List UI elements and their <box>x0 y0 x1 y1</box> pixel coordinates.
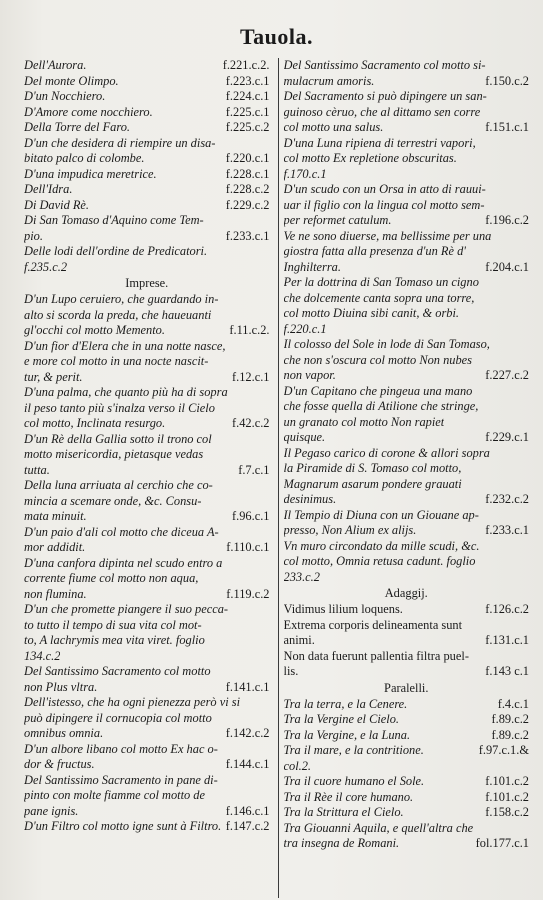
index-entry <box>24 89 270 105</box>
entry-text: Di David Rè. <box>24 197 90 212</box>
index-entry <box>284 461 530 477</box>
entry-text: il peso tanto più s'inalza verso il Cielo <box>24 400 215 415</box>
index-entry <box>284 602 530 618</box>
entry-text: dor & fructus. <box>24 757 95 771</box>
index-entry <box>24 509 270 525</box>
entry-text: D'una Luna ripiena di terrestri vapori, <box>283 135 476 150</box>
entry-text: uar il figlio con la lingua col motto sem- <box>283 197 485 212</box>
folio-reference: f.119.c.2 <box>226 586 270 601</box>
index-entry <box>24 432 270 448</box>
entry-text: D'un paio d'ali col motto che diceua A- <box>24 524 219 539</box>
folio-reference: f.227.c.2 <box>485 368 529 382</box>
index-entry <box>24 742 270 758</box>
entry-text: Il colosso del Sole in lode di San Tomaso, <box>283 337 490 351</box>
index-entry <box>284 712 530 728</box>
index-entry <box>24 571 270 587</box>
index-entry <box>24 167 270 183</box>
folio-reference: f.42.c.2 <box>231 416 270 430</box>
entry-text: D'un scudo con un Orsa in atto di rauui- <box>283 182 486 196</box>
index-entry <box>24 664 270 680</box>
index-entry <box>284 821 530 837</box>
index-entry <box>284 151 530 167</box>
index-entry <box>24 649 270 665</box>
index-entry <box>284 633 530 649</box>
index-entry <box>284 105 530 121</box>
index-entry <box>24 463 270 479</box>
entry-text: col motto Ex repletione obscuritas. <box>283 151 457 165</box>
entry-text: mata minuit. <box>24 509 87 523</box>
entry-text: mor addidit. <box>24 540 86 554</box>
index-entry <box>24 260 270 276</box>
index-entry <box>24 323 270 339</box>
index-entry <box>284 120 530 136</box>
index-entry <box>284 260 530 276</box>
index-entry <box>24 229 270 245</box>
index-entry <box>284 337 530 353</box>
index-entry <box>24 370 270 386</box>
left-index-column <box>24 58 276 852</box>
index-entry <box>284 198 530 214</box>
index-entry <box>24 726 270 742</box>
entry-text: col motto, Inclinata resurgo. <box>24 416 166 430</box>
index-entry <box>284 291 530 307</box>
index-entry <box>284 322 530 338</box>
index-columns <box>24 58 529 852</box>
entry-text: to tutto il tempo di sua vita col mot- <box>24 617 202 632</box>
index-entry <box>24 385 270 401</box>
index-entry <box>284 167 530 183</box>
index-entry <box>284 774 530 790</box>
index-entry <box>24 757 270 773</box>
index-entry <box>284 508 530 524</box>
entry-text: Delle lodi dell'ordine de Predicatori. <box>24 244 208 258</box>
entry-text: tutta. <box>24 462 50 477</box>
folio-reference: f.229.c.2 <box>225 197 270 212</box>
entry-text: D'un Capitano che pingeua una mano <box>283 383 473 398</box>
index-entry <box>24 788 270 804</box>
index-entry <box>24 494 270 510</box>
entry-text: Extrema corporis delineamenta sunt <box>283 617 463 632</box>
index-entry <box>284 523 530 539</box>
entry-text: e more col motto in una nocte nascit- <box>24 354 209 368</box>
index-entry <box>24 136 270 152</box>
folio-reference: f.141.c.1 <box>225 679 270 694</box>
index-entry <box>24 587 270 603</box>
entry-text: quisque. <box>283 430 326 444</box>
entry-text: f.220.c.1 <box>283 321 327 336</box>
entry-text: D'una impudica meretrice. <box>24 166 157 181</box>
entry-text: Tra il cuore humano el Sole. <box>283 774 425 788</box>
section-heading: Imprese. <box>125 276 169 290</box>
folio-reference: f.158.c.2 <box>485 805 529 819</box>
index-entry <box>284 136 530 152</box>
folio-reference: f.224.c.1 <box>225 89 270 103</box>
index-entry <box>24 292 270 308</box>
index-entry <box>24 198 270 214</box>
entry-text: Tra il mare, e la contritione. <box>283 743 424 757</box>
index-entry <box>284 275 530 291</box>
index-entry <box>284 477 530 493</box>
entry-text: pane ignis. <box>24 803 79 818</box>
entry-text: D'un che promette piangere il suo pecca- <box>24 602 229 616</box>
folio-reference: f.232.c.2 <box>485 492 529 506</box>
entry-text: omnibus omnia. <box>24 726 104 740</box>
index-entry <box>24 182 270 198</box>
folio-reference: f.146.c.1 <box>225 803 270 818</box>
entry-text: D'un Rè della Gallia sotto il trono col <box>24 431 212 446</box>
entry-text: lis. <box>283 664 299 678</box>
index-entry <box>24 773 270 789</box>
index-entry <box>24 354 270 370</box>
entry-text: può dipingere il cornucopia col motto <box>24 710 212 725</box>
index-entry <box>284 415 530 431</box>
folio-reference: f.101.c.2 <box>485 774 529 788</box>
entry-text: Di San Tomaso d'Aquino come Tem- <box>24 213 204 227</box>
index-entry <box>284 353 530 369</box>
folio-reference: f.151.c.1 <box>485 120 529 134</box>
folio-reference: f.147.c.2 <box>225 819 270 833</box>
index-entry <box>284 805 530 821</box>
entry-text: Ve ne sono diuerse, ma bellissime per una <box>283 228 492 243</box>
index-entry <box>24 618 270 634</box>
folio-reference: fol.177.c.1 <box>475 836 529 850</box>
folio-reference: f.89.c.2 <box>491 727 529 742</box>
entry-text: Del Sacramento si può dipingere un san- <box>283 89 487 103</box>
entry-text: Tra Giouanni Aquila, e quell'altra che <box>283 820 474 835</box>
folio-reference: f.96.c.1 <box>231 509 270 523</box>
index-entry <box>24 602 270 618</box>
index-entry <box>24 556 270 572</box>
entry-text: f.235.c.2 <box>24 259 68 274</box>
entry-text: D'un che desidera di riempire un disa- <box>24 135 216 150</box>
index-entry <box>284 182 530 198</box>
folio-reference: f.225.c.1 <box>225 104 270 119</box>
folio-reference: f.89.c.2 <box>491 712 529 726</box>
index-entry <box>284 664 530 680</box>
page-title: Tauola. <box>239 24 313 49</box>
folio-reference: f.144.c.1 <box>225 757 270 771</box>
entry-text: pinto con molte fiamme col motto de <box>24 788 206 802</box>
right-index-column <box>276 58 530 852</box>
folio-reference: f.110.c.1 <box>226 540 270 554</box>
entry-text: Dell'Idra. <box>24 182 73 196</box>
entry-text: Tra il Rèe il core humano. <box>283 789 414 804</box>
entry-text: col.2. <box>283 758 312 773</box>
entry-text: Del monte Olimpo. <box>24 73 119 88</box>
entry-text: che dolcemente canta sopra una torre, <box>283 290 475 305</box>
index-entry <box>284 368 530 384</box>
index-entry <box>284 743 530 759</box>
entry-text: D'un Nocchiero. <box>24 89 106 103</box>
entry-text: gl'occhi col motto Memento. <box>24 323 165 337</box>
entry-text: f.170.c.1 <box>283 166 327 181</box>
index-entry <box>24 416 270 432</box>
section-heading: Paralelli. <box>384 680 429 695</box>
entry-text: D'una palma, che quanto più ha di sopra <box>24 385 228 399</box>
folio-reference: f.233.c.1 <box>485 523 529 537</box>
entry-text: to, A lachrymis mea vita viret. foglio <box>24 633 205 647</box>
index-entry <box>24 680 270 696</box>
index-entry <box>284 384 530 400</box>
folio-reference: f.7.c.1 <box>238 462 270 477</box>
entry-text: alto si scorda la preda, che haueuanti <box>24 307 212 322</box>
index-entry <box>284 244 530 260</box>
folio-reference: f.196.c.2 <box>485 213 529 227</box>
index-entry <box>284 446 530 462</box>
entry-text: non Plus vltra. <box>24 679 98 694</box>
folio-reference: f.225.c.2 <box>225 120 270 134</box>
entry-text: giostra fatta alla presenza d'un Rè d' <box>283 244 466 258</box>
index-entry <box>24 244 270 260</box>
folio-reference: f.142.c.2 <box>225 726 270 740</box>
entry-text: Non data fuerunt pallentia filtra puel- <box>283 648 469 663</box>
index-entry <box>284 399 530 415</box>
index-entry <box>284 306 530 322</box>
folio-reference: f.97.c.1.& <box>478 743 529 757</box>
index-entry <box>284 836 530 852</box>
index-entry <box>284 618 530 634</box>
index-entry <box>284 74 530 90</box>
index-entry <box>24 525 270 541</box>
index-entry <box>284 790 530 806</box>
entry-text: col motto una salus. <box>283 120 384 134</box>
entry-text: Il Pegaso carico di corone & allori sopra <box>283 445 490 460</box>
entry-text: Tra la Strittura el Cielo. <box>283 805 404 819</box>
index-entry <box>284 570 530 586</box>
entry-text: Del Santissimo Sacramento in pane di- <box>24 772 218 787</box>
folio-reference: f.223.c.1 <box>225 73 270 88</box>
index-entry <box>24 711 270 727</box>
folio-reference: f.233.c.1 <box>225 228 270 243</box>
folio-reference: f.204.c.1 <box>485 259 529 274</box>
index-entry <box>24 105 270 121</box>
entry-text: Vn muro circondato da mille scudi, &c. <box>283 538 480 553</box>
entry-text: D'un fior d'Elera che in una notte nasce, <box>24 338 226 353</box>
entry-text: D'una canfora dipinta nel scudo entro a <box>24 555 223 570</box>
folio-reference: f.12.c.1 <box>231 369 270 384</box>
index-entry <box>284 554 530 570</box>
entry-text: mulacrum amoris. <box>283 73 375 88</box>
index-entry <box>24 213 270 229</box>
entry-text: la Piramide di S. Tomaso col motto, <box>283 461 462 475</box>
entry-text: Tra la terra, e la Cenere. <box>283 696 408 711</box>
entry-text: bitato palco di colombe. <box>24 151 145 165</box>
entry-text: D'un Lupo ceruiero, che guardando in- <box>24 292 219 306</box>
entry-text: per reformet catulum. <box>283 213 392 227</box>
entry-text: 233.c.2 <box>283 569 320 584</box>
folio-reference: f.143 c.1 <box>485 664 529 678</box>
folio-reference: f.101.c.2 <box>485 789 529 804</box>
entry-text: motto misericordia, pietasque vedas <box>24 447 204 461</box>
section-heading: Adaggij. <box>384 586 428 600</box>
index-entry <box>24 819 270 835</box>
entry-text: Della Torre del Faro. <box>24 120 131 134</box>
index-entry <box>284 58 530 74</box>
entry-text: desinimus. <box>283 492 337 506</box>
index-entry <box>284 539 530 555</box>
entry-text: corrente fiume col motto non aqua, <box>24 571 199 585</box>
index-entry <box>24 447 270 463</box>
index-entry <box>24 120 270 136</box>
entry-text: Dell'istesso, che ha ogni pienezza però vi si <box>24 695 241 709</box>
entry-text: mincia a scemare onde, &c. Consu- <box>24 493 202 508</box>
index-entry <box>284 213 530 229</box>
entry-text: Del Santissimo Sacramento col motto si- <box>283 58 486 72</box>
entry-text: presso, Non Alium ex alijs. <box>283 523 417 537</box>
index-entry <box>284 728 530 744</box>
index-entry <box>284 759 530 775</box>
entry-text: 134.c.2 <box>24 648 61 663</box>
entry-text: guinoso cèruo, che al dittamo sen corre <box>283 104 481 119</box>
folio-reference: f.220.c.1 <box>225 151 270 165</box>
entry-text: animi. <box>283 633 315 647</box>
index-entry <box>24 58 270 74</box>
folio-reference: f.221.c.2. <box>222 58 270 72</box>
folio-reference: f.4.c.1 <box>497 696 529 711</box>
entry-text: Vidimus lilium loquens. <box>283 602 403 616</box>
folio-reference: f.126.c.2 <box>485 602 529 616</box>
index-entry <box>284 229 530 245</box>
entry-text: Dell'Aurora. <box>24 58 87 72</box>
entry-text: D'un albore libano col motto Ex hac o- <box>24 741 218 756</box>
entry-text: un granato col motto Non rapiet <box>283 414 445 429</box>
entry-text: Per la dottrina di San Tomaso un cigno <box>283 275 479 289</box>
entry-text: non flumina. <box>24 586 87 601</box>
folio-reference: f.131.c.1 <box>485 633 529 647</box>
index-entry <box>24 804 270 820</box>
entry-text: che non s'oscura col motto Non nubes <box>283 352 472 367</box>
folio-reference: f.150.c.2 <box>485 73 529 88</box>
folio-reference: f.228.c.2 <box>225 182 270 196</box>
entry-text: Il Tempio di Diuna con un Giouane ap- <box>283 507 479 522</box>
index-entry <box>284 697 530 713</box>
folio-reference: f.228.c.1 <box>225 166 270 181</box>
index-entry <box>24 478 270 494</box>
entry-text: Tra la Vergine el Cielo. <box>283 712 400 726</box>
index-entry <box>24 540 270 556</box>
entry-text: Magnarum asarum pondere grauati <box>283 476 462 491</box>
index-entry <box>284 649 530 665</box>
entry-text: Del Santissimo Sacramento col motto <box>24 664 211 678</box>
index-entry <box>284 492 530 508</box>
index-entry <box>24 151 270 167</box>
index-entry <box>24 74 270 90</box>
index-entry <box>24 339 270 355</box>
entry-text: che fosse quella di Atilione che stringe, <box>283 399 479 413</box>
entry-text: Tra la Vergine, e la Luna. <box>283 727 411 742</box>
index-entry <box>24 401 270 417</box>
entry-text: tur, & perit. <box>24 369 83 384</box>
index-entry <box>24 308 270 324</box>
index-entry <box>24 633 270 649</box>
entry-text: pio. <box>24 228 43 243</box>
entry-text: Della luna arriuata al cerchio che co- <box>24 478 213 492</box>
folio-reference: f.229.c.1 <box>485 430 529 444</box>
entry-text: Inghilterra. <box>283 259 341 274</box>
folio-reference: f.11.c.2. <box>229 323 270 337</box>
entry-text: col motto, Omnia retusa cadunt. foglio <box>283 554 476 568</box>
entry-text: col motto Diuina sibi canit, & orbi. <box>283 306 460 320</box>
index-entry <box>284 89 530 105</box>
entry-text: non vapor. <box>283 368 336 382</box>
index-entry <box>24 695 270 711</box>
entry-text: tra insegna de Romani. <box>283 836 400 850</box>
index-entry <box>284 430 530 446</box>
entry-text: D'un Filtro col motto igne sunt à Filtro. <box>24 819 222 833</box>
entry-text: D'Amore come nocchiero. <box>24 104 153 119</box>
column-divider <box>278 58 279 898</box>
